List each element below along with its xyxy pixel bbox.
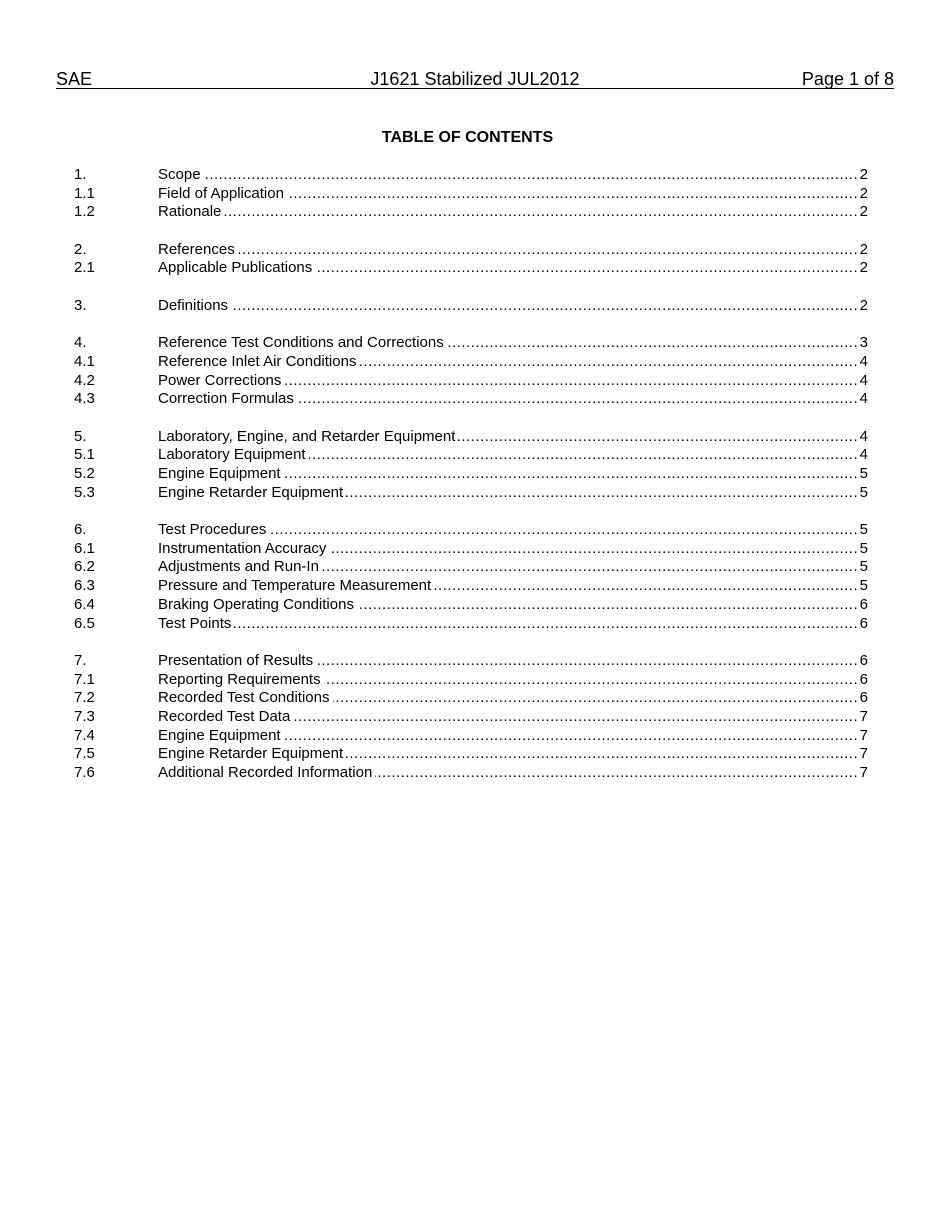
toc-entry-leader: [158, 203, 858, 222]
toc-entry-title[interactable]: Scope: [158, 166, 204, 183]
toc-section-group: [74, 428, 868, 503]
toc-section-group: [74, 334, 868, 409]
toc-entry[interactable]: [74, 428, 868, 447]
toc-entry-leader: [158, 334, 858, 353]
toc-entry-number: 6.: [74, 521, 87, 539]
toc-entry[interactable]: [74, 241, 868, 260]
toc-entry-page: 2: [859, 166, 868, 183]
toc-entry-title[interactable]: Additional Recorded Information: [158, 764, 375, 781]
toc-entry-page: 7: [859, 745, 868, 763]
toc-entry-leader: [158, 652, 858, 671]
toc-entry-number: 7.6: [74, 764, 95, 781]
toc-entry-leader: [158, 708, 858, 727]
toc-entry-title[interactable]: Pressure and Temperature Measurement: [158, 577, 434, 594]
toc-entry-title[interactable]: Recorded Test Conditions: [158, 689, 333, 706]
toc-entry-title[interactable]: Engine Retarder Equipment: [158, 484, 346, 501]
toc-entry-page: 5: [859, 521, 868, 539]
toc-entry-title[interactable]: Engine Retarder Equipment: [158, 745, 346, 762]
toc-section-group: [74, 166, 868, 222]
toc-entry[interactable]: [74, 390, 868, 409]
toc-entry-title[interactable]: Engine Equipment: [158, 727, 284, 744]
toc-entry-number: 7.2: [74, 689, 95, 707]
toc-entry-title[interactable]: Instrumentation Accuracy: [158, 540, 329, 557]
toc-entry-title[interactable]: Rationale: [158, 203, 224, 220]
toc-entry-leader: [158, 764, 858, 783]
toc-entry-page: 6: [859, 614, 868, 632]
toc-entry-leader: [158, 615, 858, 634]
toc-entry-number: 6.4: [74, 595, 95, 613]
toc-entry-number: 4.: [74, 334, 87, 352]
toc-entry[interactable]: [74, 558, 868, 577]
toc-entry-number: 3.: [74, 296, 87, 314]
toc-entry-leader: [158, 540, 858, 559]
toc-entry-title[interactable]: Laboratory Equipment: [158, 446, 309, 463]
toc-entry-page: 2: [859, 296, 868, 314]
toc-entry-leader: [158, 297, 858, 316]
toc-entry[interactable]: [74, 203, 868, 222]
toc-section-group: [74, 521, 868, 633]
toc-entry-number: 7.3: [74, 707, 95, 725]
toc-entry-page: 4: [859, 446, 868, 464]
toc-entry-page: 4: [859, 390, 868, 408]
toc-entry-page: 2: [859, 259, 868, 277]
toc-entry[interactable]: [74, 764, 868, 783]
toc-entry-number: 5.: [74, 427, 87, 445]
toc-entry-title[interactable]: Recorded Test Data: [158, 708, 293, 725]
toc-entry[interactable]: [74, 577, 868, 596]
toc-entry-page: 4: [859, 371, 868, 389]
toc-entry-leader: [158, 558, 858, 577]
toc-entry-number: 2.: [74, 240, 87, 258]
toc-entry-page: 4: [859, 352, 868, 370]
toc-entry-number: 7.: [74, 651, 87, 669]
toc-entry-title[interactable]: Applicable Publications: [158, 259, 315, 276]
toc-entry-page: 2: [859, 203, 868, 221]
toc-entry-leader: [158, 689, 858, 708]
toc-entry-title[interactable]: References: [158, 241, 238, 258]
toc-entry[interactable]: [74, 334, 868, 353]
toc-entry-number: 7.4: [74, 726, 95, 744]
toc-entry-leader: [158, 465, 858, 484]
toc-entry-page: 6: [859, 670, 868, 688]
toc-entry-number: 5.1: [74, 446, 95, 464]
toc-entry-leader: [158, 596, 858, 615]
toc-entry-page: 5: [859, 465, 868, 482]
toc-entry-title[interactable]: Reporting Requirements: [158, 671, 324, 688]
toc-entry-title[interactable]: Engine Equipment: [158, 465, 284, 482]
toc-entry-number: 4.3: [74, 390, 95, 408]
toc-entry-number: 1.2: [74, 203, 95, 221]
toc-entry-leader: [158, 745, 858, 764]
toc-entry-number: 7.5: [74, 745, 95, 763]
toc-entry[interactable]: [74, 652, 868, 671]
toc-entry-title[interactable]: Reference Test Conditions and Corrections: [158, 334, 447, 351]
toc-entry[interactable]: [74, 446, 868, 465]
toc-entry[interactable]: [74, 484, 868, 503]
toc-entry-page: 2: [859, 240, 868, 258]
toc-entry[interactable]: [74, 372, 868, 391]
toc-entry-number: 7.1: [74, 670, 95, 688]
toc-entry-number: 5.3: [74, 483, 95, 501]
toc-entry-title[interactable]: Presentation of Results: [158, 652, 316, 669]
toc-entry-title[interactable]: Field of Application: [158, 185, 287, 202]
toc-entry-leader: [158, 353, 858, 372]
toc-entry-leader: [158, 185, 858, 204]
toc-entry[interactable]: [74, 465, 868, 484]
toc-entry[interactable]: [74, 615, 868, 634]
toc-entry-page: 4: [859, 427, 868, 445]
toc-entry-leader: [158, 671, 858, 690]
table-of-contents: [74, 166, 868, 801]
toc-section-group: [74, 297, 868, 316]
toc-entry[interactable]: [74, 708, 868, 727]
toc-entry[interactable]: [74, 259, 868, 278]
toc-entry-title[interactable]: Definitions: [158, 297, 231, 314]
toc-entry[interactable]: [74, 745, 868, 764]
toc-entry-leader: [158, 390, 858, 409]
toc-entry-page: 5: [859, 483, 868, 501]
toc-entry-number: 6.5: [74, 614, 95, 632]
toc-entry-title[interactable]: Test Procedures: [158, 521, 269, 538]
toc-entry-page: 2: [859, 184, 868, 202]
toc-entry-leader: [158, 446, 858, 465]
toc-entry[interactable]: [74, 727, 868, 746]
toc-entry[interactable]: [74, 166, 868, 185]
toc-entry-page: 5: [859, 539, 868, 557]
toc-section-group: [74, 241, 868, 278]
toc-entry-leader: [158, 372, 858, 391]
toc-entry-page: 7: [859, 726, 868, 744]
toc-entry-number: 5.2: [74, 465, 95, 482]
toc-entry-number: 6.3: [74, 577, 95, 595]
toc-entry-title[interactable]: Adjustments and Run-In: [158, 558, 322, 575]
toc-entry-page: 7: [859, 764, 868, 781]
toc-entry-leader: [158, 166, 858, 185]
toc-entry-number: 4.1: [74, 352, 95, 370]
toc-entry-number: 6.1: [74, 539, 95, 557]
toc-entry[interactable]: [74, 689, 868, 708]
toc-entry-title[interactable]: Laboratory, Engine, and Retarder Equipment: [158, 428, 458, 445]
toc-entry-number: 1.1: [74, 184, 95, 202]
toc-entry[interactable]: [74, 297, 868, 316]
toc-entry-page: 6: [859, 651, 868, 669]
toc-entry-page: 6: [859, 595, 868, 613]
toc-entry-page: 3: [859, 334, 868, 352]
toc-entry[interactable]: [74, 540, 868, 559]
page-header: [56, 66, 894, 89]
toc-entry[interactable]: [74, 353, 868, 372]
header-org: SAE: [56, 69, 93, 89]
toc-entry-leader: [158, 521, 858, 540]
toc-entry-page: 6: [859, 689, 868, 707]
toc-entry[interactable]: [74, 671, 868, 690]
toc-entry[interactable]: [74, 521, 868, 540]
toc-entry-number: 2.1: [74, 259, 95, 277]
toc-entry[interactable]: [74, 596, 868, 615]
toc-entry-title[interactable]: Power Corrections: [158, 372, 284, 389]
toc-entry-leader: [158, 727, 858, 746]
toc-entry-title[interactable]: Braking Operating Conditions: [158, 596, 357, 613]
header-page-number: Page 1 of 8: [801, 69, 894, 89]
toc-entry-title[interactable]: Correction Formulas: [158, 390, 297, 407]
toc-entry-leader: [158, 428, 858, 447]
toc-entry-page: 7: [859, 707, 868, 725]
toc-heading: TABLE OF CONTENTS: [381, 129, 554, 146]
toc-entry-title[interactable]: Test Points: [158, 615, 234, 632]
toc-entry-leader: [158, 484, 858, 503]
toc-entry-leader: [158, 577, 858, 596]
toc-entry-leader: [158, 241, 858, 260]
toc-entry-number: 4.2: [74, 371, 95, 389]
toc-section-group: [74, 652, 868, 783]
toc-entry-number: 6.2: [74, 558, 95, 576]
toc-entry-number: 1.: [74, 166, 87, 183]
toc-entry-leader: [158, 259, 858, 278]
toc-entry-title[interactable]: Reference Inlet Air Conditions: [158, 353, 359, 370]
header-document-id: J1621 Stabilized JUL2012: [370, 69, 580, 89]
toc-entry[interactable]: [74, 185, 868, 204]
toc-entry-page: 5: [859, 558, 868, 576]
toc-entry-page: 5: [859, 577, 868, 595]
